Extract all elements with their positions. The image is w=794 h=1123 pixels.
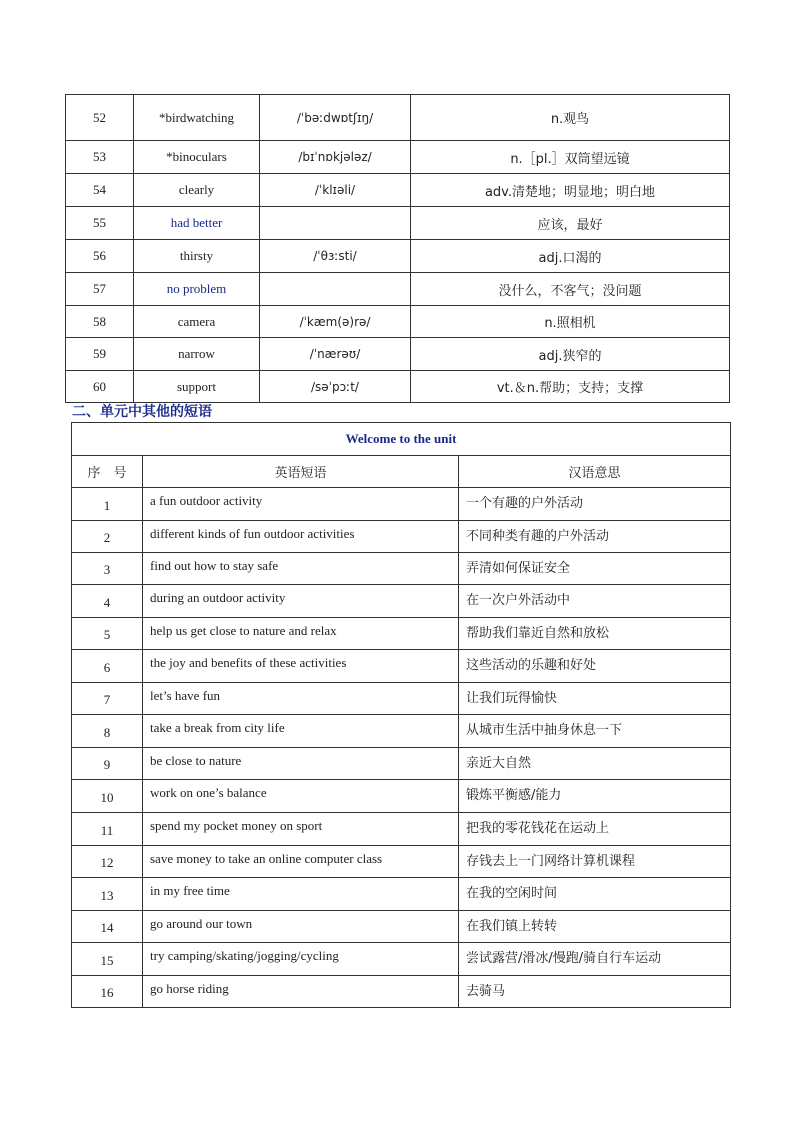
- vocab-meaning: n.照相机: [411, 306, 730, 338]
- phrase-row: [72, 813, 731, 846]
- vocab-word: camera: [134, 306, 260, 338]
- phrase-english: save money to take an online computer class: [143, 846, 459, 878]
- vocab-row: [66, 306, 730, 338]
- phrase-number: 13: [72, 878, 143, 911]
- phrase-row: [72, 846, 731, 878]
- phrase-number: 2: [72, 521, 143, 553]
- phrase-chinese: 在一次户外活动中: [459, 585, 731, 618]
- vocab-phonetic: /ˈbəːdwɒtʃɪŋ/: [260, 95, 411, 141]
- phrase-english: different kinds of fun outdoor activities: [143, 521, 459, 553]
- phrase-chinese: 一个有趣的户外活动: [459, 488, 731, 521]
- phrase-english: go around our town: [143, 911, 459, 943]
- phrase-english: let’s have fun: [143, 683, 459, 715]
- vocab-word: *birdwatching: [134, 95, 260, 141]
- phrase-english: try camping/skating/jogging/cycling: [143, 943, 459, 976]
- vocab-row: [66, 174, 730, 207]
- vocabulary-table: [65, 94, 730, 403]
- vocab-number: 55: [66, 207, 134, 240]
- phrase-number: 6: [72, 650, 143, 683]
- phrase-row: [72, 683, 731, 715]
- vocabulary-table-body: [66, 95, 730, 403]
- phrase-row: [72, 585, 731, 618]
- phrase-number: 8: [72, 715, 143, 748]
- vocab-meaning: n.观鸟: [411, 95, 730, 141]
- vocab-meaning: adv.清楚地；明显地；明白地: [411, 174, 730, 207]
- section-title: 二、单元中其他的短语: [72, 404, 212, 420]
- vocab-meaning: n.［pl.］双筒望远镜: [411, 141, 730, 174]
- vocab-phonetic: /ˈklɪəli/: [260, 174, 411, 207]
- phrase-chinese: 弄清如何保证安全: [459, 553, 731, 585]
- phrase-row: [72, 911, 731, 943]
- phrase-row: [72, 488, 731, 521]
- vocab-row: [66, 273, 730, 306]
- vocab-phonetic: [260, 273, 411, 306]
- vocab-word: *binoculars: [134, 141, 260, 174]
- vocab-word: had better: [134, 207, 260, 240]
- phrases-table: [71, 422, 731, 1008]
- phrase-english: find out how to stay safe: [143, 553, 459, 585]
- vocab-number: 58: [66, 306, 134, 338]
- phrase-number: 4: [72, 585, 143, 618]
- phrase-row: [72, 943, 731, 976]
- vocab-meaning: 应该，最好: [411, 207, 730, 240]
- vocab-phonetic: /bɪˈnɒkjələz/: [260, 141, 411, 174]
- unit-title: Welcome to the unit: [72, 423, 731, 456]
- phrase-number: 9: [72, 748, 143, 780]
- phrase-row: [72, 553, 731, 585]
- vocab-phonetic: /ˈθɜːsti/: [260, 240, 411, 273]
- vocab-meaning: vt.＆n.帮助；支持；支撑: [411, 371, 730, 403]
- vocab-row: [66, 371, 730, 403]
- phrase-number: 15: [72, 943, 143, 976]
- phrase-number: 16: [72, 976, 143, 1008]
- phrase-english: spend my pocket money on sport: [143, 813, 459, 846]
- phrase-chinese: 亲近大自然: [459, 748, 731, 780]
- phrase-chinese: 在我们镇上转转: [459, 911, 731, 943]
- phrase-number: 11: [72, 813, 143, 846]
- header-chinese: 汉语意思: [459, 456, 731, 488]
- phrase-english: work on one’s balance: [143, 780, 459, 813]
- phrase-row: [72, 521, 731, 553]
- phrase-chinese: 去骑马: [459, 976, 731, 1008]
- vocab-row: [66, 207, 730, 240]
- vocab-meaning: adj.口渴的: [411, 240, 730, 273]
- vocab-number: 53: [66, 141, 134, 174]
- vocab-phonetic: [260, 207, 411, 240]
- phrase-english: help us get close to nature and relax: [143, 618, 459, 650]
- vocab-number: 57: [66, 273, 134, 306]
- phrase-chinese: 存钱去上一门网络计算机课程: [459, 846, 731, 878]
- phrase-number: 3: [72, 553, 143, 585]
- vocab-word: support: [134, 371, 260, 403]
- vocab-phonetic: /ˈkæm(ə)rə/: [260, 306, 411, 338]
- phrase-english: during an outdoor activity: [143, 585, 459, 618]
- phrase-number: 12: [72, 846, 143, 878]
- phrase-english: go horse riding: [143, 976, 459, 1008]
- phrase-chinese: 不同种类有趣的户外活动: [459, 521, 731, 553]
- vocab-meaning: 没什么，不客气；没问题: [411, 273, 730, 306]
- vocab-word: no problem: [134, 273, 260, 306]
- header-english: 英语短语: [143, 456, 459, 488]
- vocab-number: 52: [66, 95, 134, 141]
- phrase-row: [72, 715, 731, 748]
- phrase-english: in my free time: [143, 878, 459, 911]
- vocab-phonetic: /səˈpɔːt/: [260, 371, 411, 403]
- phrase-chinese: 尝试露营/滑冰/慢跑/骑自行车运动: [459, 943, 731, 976]
- phrase-english: the joy and benefits of these activities: [143, 650, 459, 683]
- phrase-row: [72, 748, 731, 780]
- phrase-english: a fun outdoor activity: [143, 488, 459, 521]
- vocab-phonetic: /ˈnærəʊ/: [260, 338, 411, 371]
- header-number: 序 号: [72, 456, 143, 488]
- phrase-number: 1: [72, 488, 143, 521]
- phrase-number: 7: [72, 683, 143, 715]
- vocab-word: thirsty: [134, 240, 260, 273]
- phrase-chinese: 锻炼平衡感/能力: [459, 780, 731, 813]
- phrase-row: [72, 618, 731, 650]
- phrase-chinese: 这些活动的乐趣和好处: [459, 650, 731, 683]
- vocab-word: narrow: [134, 338, 260, 371]
- phrase-number: 5: [72, 618, 143, 650]
- phrase-row: [72, 976, 731, 1008]
- phrase-number: 10: [72, 780, 143, 813]
- vocab-row: [66, 95, 730, 141]
- vocab-number: 56: [66, 240, 134, 273]
- header-row: [72, 456, 731, 488]
- vocab-row: [66, 240, 730, 273]
- phrases-table-body: [72, 423, 731, 1008]
- vocab-number: 54: [66, 174, 134, 207]
- vocab-number: 60: [66, 371, 134, 403]
- vocab-meaning: adj.狭窄的: [411, 338, 730, 371]
- phrase-english: be close to nature: [143, 748, 459, 780]
- unit-title-row: [72, 423, 731, 456]
- phrase-chinese: 帮助我们靠近自然和放松: [459, 618, 731, 650]
- phrase-row: [72, 650, 731, 683]
- vocab-row: [66, 338, 730, 371]
- vocab-number: 59: [66, 338, 134, 371]
- phrase-number: 14: [72, 911, 143, 943]
- vocab-word: clearly: [134, 174, 260, 207]
- phrase-chinese: 从城市生活中抽身休息一下: [459, 715, 731, 748]
- phrase-chinese: 把我的零花钱花在运动上: [459, 813, 731, 846]
- phrase-row: [72, 878, 731, 911]
- phrase-row: [72, 780, 731, 813]
- vocab-row: [66, 141, 730, 174]
- phrase-chinese: 让我们玩得愉快: [459, 683, 731, 715]
- phrase-chinese: 在我的空闲时间: [459, 878, 731, 911]
- phrase-english: take a break from city life: [143, 715, 459, 748]
